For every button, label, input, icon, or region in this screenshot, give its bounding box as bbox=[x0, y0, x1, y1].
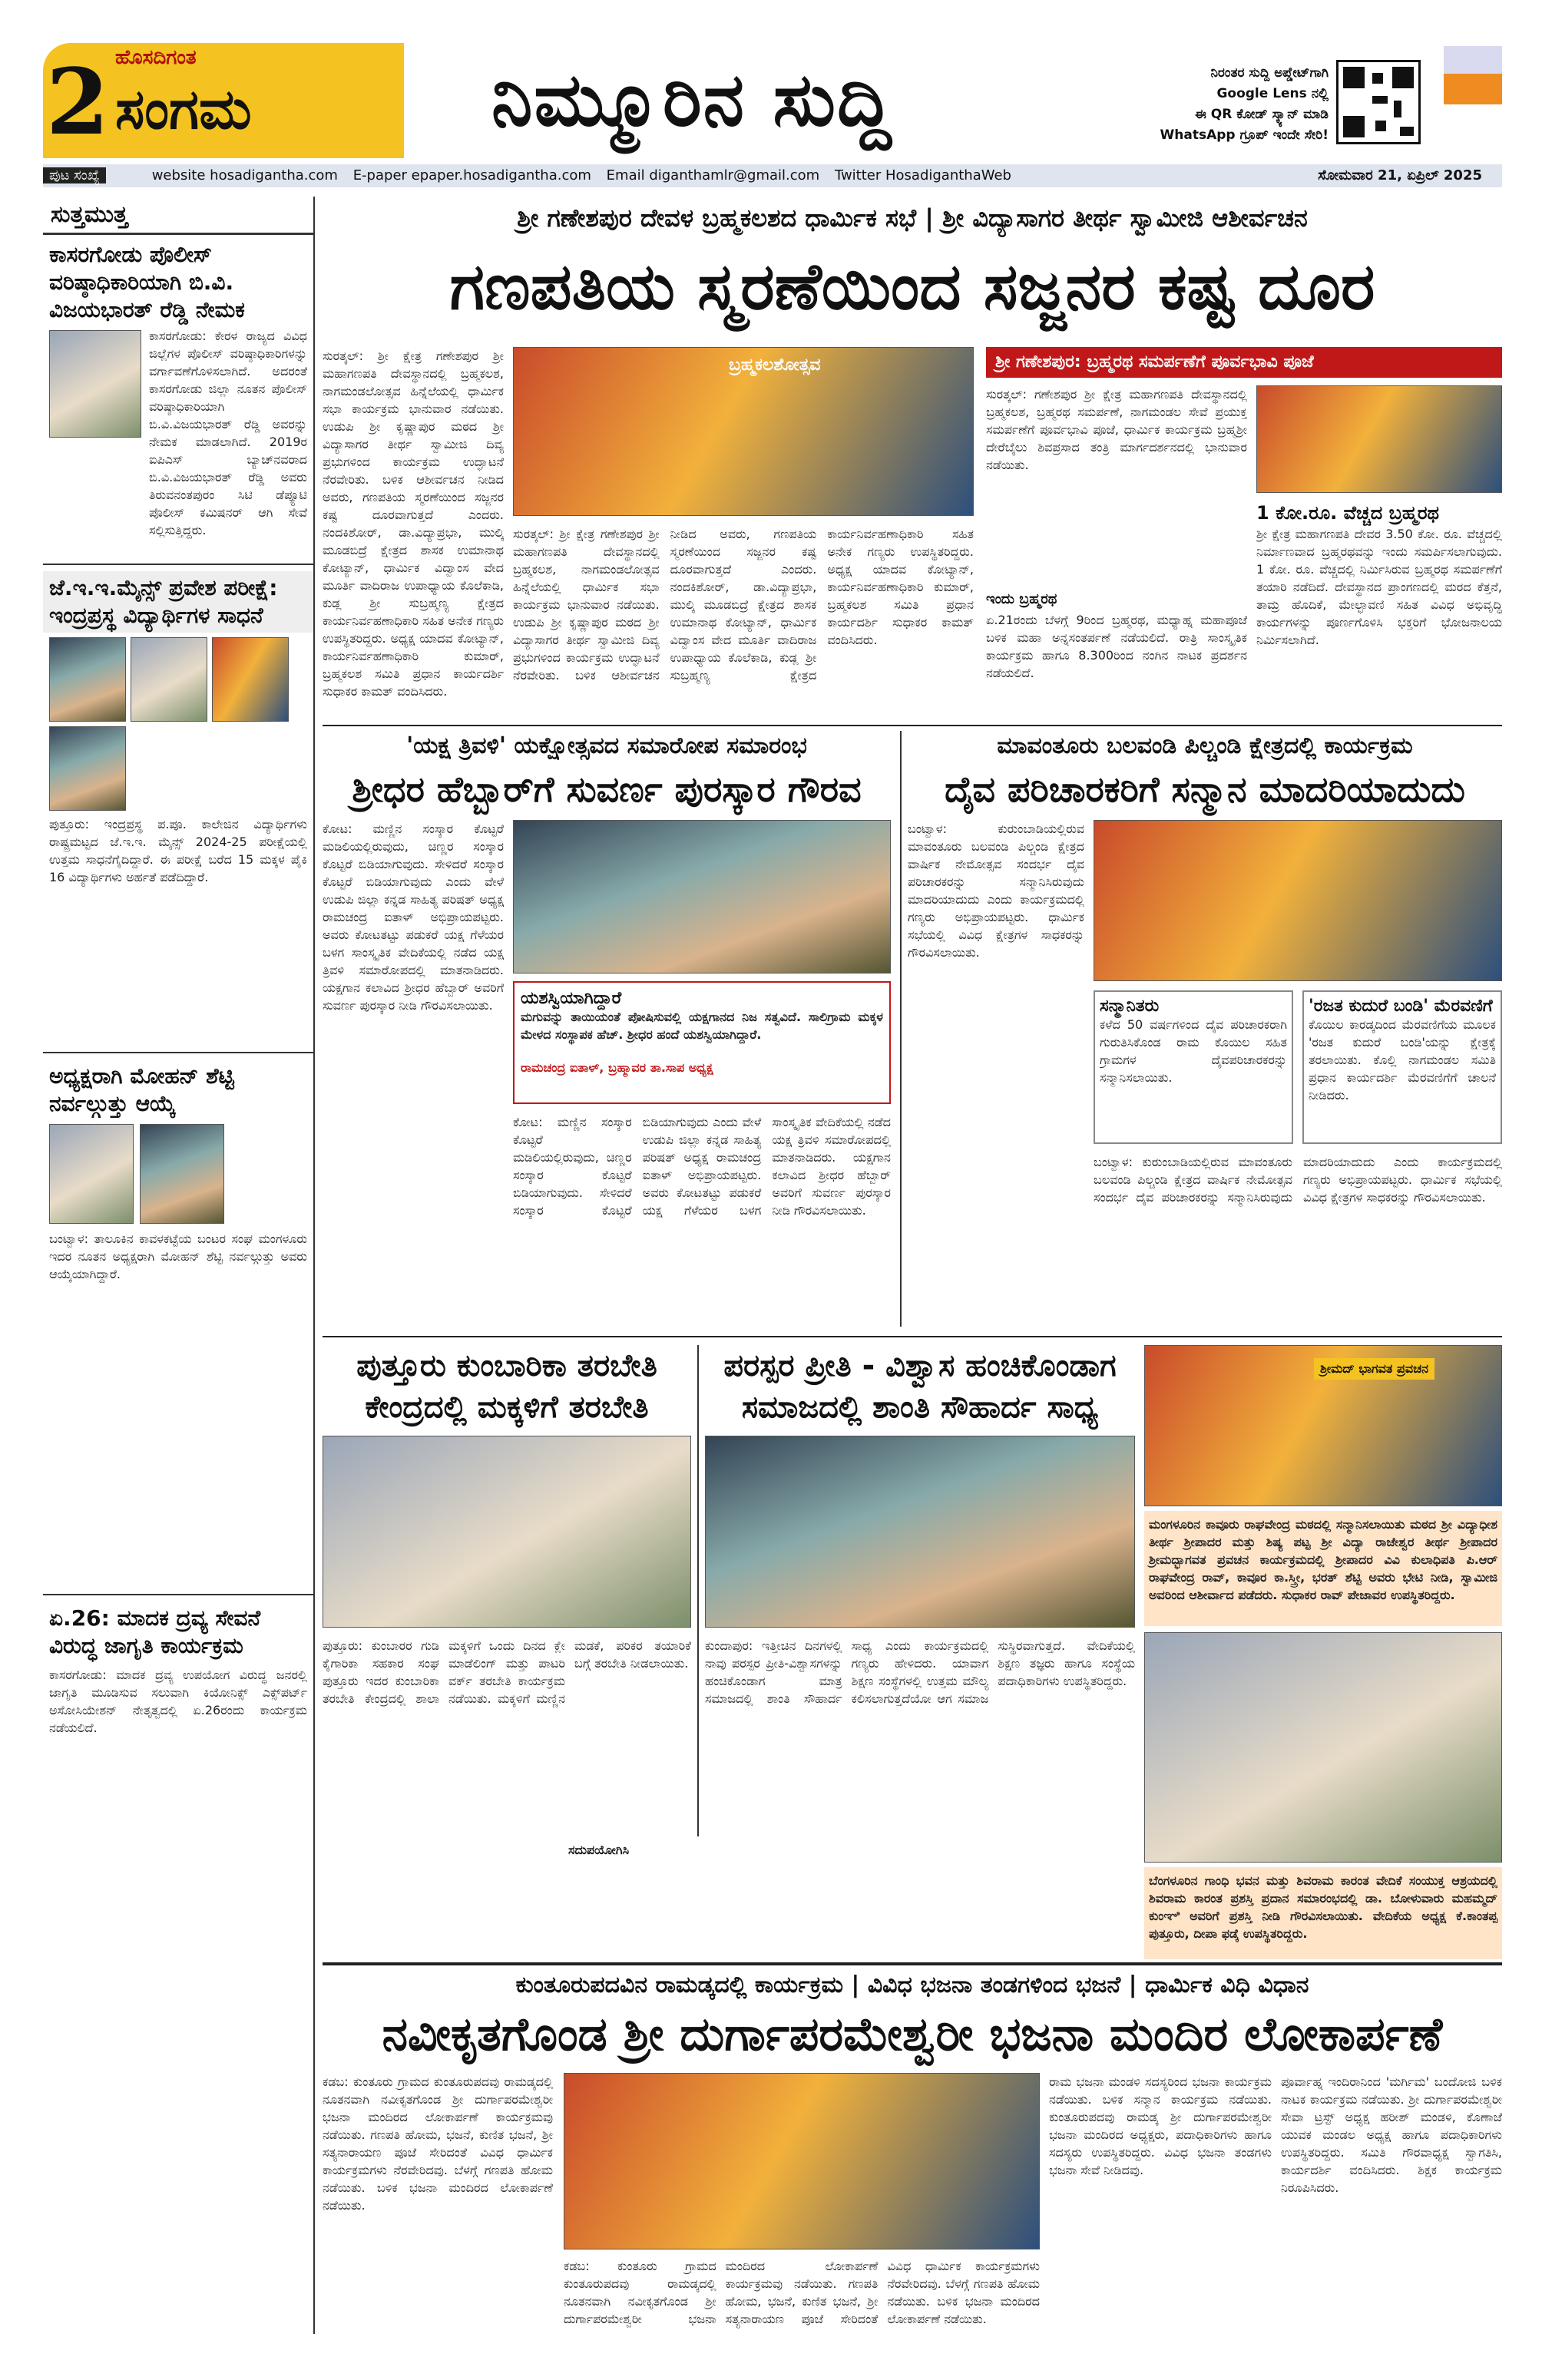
divider bbox=[323, 1962, 1502, 1965]
side-story-photo bbox=[1256, 385, 1502, 493]
side-story-body2: ಏ.21ರಂದು ಬೆಳಗ್ಗೆ 9ರಿಂದ ಬ್ರಹ್ಮರಥ, ಮಧ್ಯಾಹ್ನ ಮಹಾಪೂಜೆ ಬಳಿಕ ಮಹಾ ಅನ್ನಸಂತರ್ಪಣೆ ನಡೆಯಲಿದೆ. ರಾತ್ರಿ ಸಾಂಸ್ಕೃತಿಕ ಕಾರ್ಯಕ್ರಮ ಹಾಗೂ 8.300ರಿಂದ ನಂಗಿನ ನಾಟಕ ಪ್ರದರ್ಶನ ನಡೆಯಲಿದೆ. bbox=[986, 613, 1247, 680]
email-link[interactable]: Email diganthamlr@gmail.com bbox=[606, 167, 820, 183]
student-photo bbox=[212, 637, 289, 722]
bottom-body-mid: ಕಡಬ: ಕುಂತೂರು ಗ್ರಾಮದ ಕುಂತೂರುಪದವು ರಾಮಡ್ಕದಲ್ಲಿ ನೂತನವಾಗಿ ನವೀಕೃತಗೊಂಡ ಶ್ರೀ ದುರ್ಗಾಪರಮೇಶ್ವರೀ ಭಜನಾ ಮಂದಿರದ ಲೋಕಾರ್ಪಣೆ ಕಾರ್ಯಕ್ರಮವು ನಡೆಯಿತು. ಗಣಪತಿ ಹೋಮ, ಭಜನೆ, ಕುಣಿತ ಭಜನೆ, ಶ್ರೀ ಸತ್ಯನಾರಾಯಣ ಪೂಜೆ ಸೇರಿದಂತೆ ವಿವಿಧ ಧಾರ್ಮಿಕ ಕಾರ್ಯಕ್ರಮಗಳು ನೆರವೇರಿದವು. ಬೆಳಗ್ಗೆ ಗಣಪತಿ ಹೋಮ ನಡೆಯಿತು. ಬಳಿಕ ಭಜನಾ ಮಂದಿರದ ಲೋಕಾರ್ಪಣೆ ನಡೆಯಿತು. bbox=[564, 2259, 1040, 2326]
decor-block bbox=[1444, 74, 1502, 104]
story-body: ಕಾಸರಗೋಡು: ಮಾದಕ ದ್ರವ್ಯ ಉಪಯೋಗ ವಿರುದ್ಧ ಜನರಲ್ಲಿ ಜಾಗೃತಿ ಮೂಡಿಸುವ ಸಲುವಾಗಿ ಕಿಯೋನಿಕ್ಸ್ ಎಕ್ಸ್‌ಪರ್ಟ್ ಅಸೋಸಿಯೇಶನ್ ನೇತೃತ್ವದಲ್ಲಿ ಏ.26ರಂದು ಕಾರ್ಯಕ್ರಮ ನಡೆಯಲಿದೆ. bbox=[49, 1668, 307, 1735]
story-body: ಬಂಟ್ವಾಳ: ತಾಲೂಕಿನ ಕಾವಳಕಟ್ಟೆಯ ಬಂಟರ ಸಂಘ ಮಂಗಳೂರು ಇದರ ನೂತನ ಅಧ್ಯಕ್ಷರಾಗಿ ಮೋಹನ್ ಶೆಟ್ಟಿ ನರ್ವಲ್ಗುತ್ತು ಅವರು ಆಯ್ಕೆಯಾಗಿದ್ದಾರೆ. bbox=[49, 1231, 307, 1281]
section-label: ಸುತ್ತಮುತ್ತ bbox=[43, 197, 313, 235]
story-headline: ಕಾಸರಗೋಡು ಪೊಲೀಸ್ ವರಿಷ್ಠಾಧಿಕಾರಿಯಾಗಿ ಬಿ.ವಿ. ವಿಜಯಭಾರತ್ ರೆಡ್ಡಿ ನೇಮಕ bbox=[49, 242, 245, 322]
divider bbox=[323, 1336, 1502, 1337]
qr-text-line: ನಿರಂತರ ಸುದ್ದಿ ಅಪ್ಡೇಟ್‌ಗಾಗಿ bbox=[1210, 65, 1329, 81]
award-photo bbox=[1144, 1632, 1502, 1863]
daiva-kicker: ಮಾವಂತೂರು ಬಲವಂಡಿ ಪಿಲ್ಚಂಡಿ ಕ್ಷೇತ್ರದಲ್ಲಿ ಕಾರ್ಯಕ್ರಮ bbox=[997, 732, 1413, 759]
yaksha-body: ಕೋಟ: ಮಣ್ಣಿನ ಸಂಸ್ಕಾರ ಕೊಟ್ಟರೆ ಮಡಿಲಿಯಲ್ಲಿರುವುದು, ಚಿಣ್ಣರ ಸಂಸ್ಕಾರ ಕೊಟ್ಟರೆ ಬಿಡಿಯಾಗುವುದು. ಸೇಳಿದರೆ ಸಂಸ್ಕಾರ ಕೊಟ್ಟರೆ ಬಿಡಿಯಾಗುವುದು ಎಂದು ವೇಳೆ ಉಡುಪಿ ಜಿಲ್ಲಾ ಕನ್ನಡ ಸಾಹಿತ್ಯ ಪರಿಷತ್ ಅಧ್ಯಕ್ಷ ರಾಮಚಂದ್ರ ಐತಾಳ್ ಅಭಿಪ್ರಾಯಪಟ್ಟರು. ಅವರು ಕೋಟತಟ್ಟು ಪಡುಕರೆ ಯಕ್ಷ ಗೆಳೆಯರ ಬಳಗ ಸಾಂಸ್ಕೃತಿಕ ವೇದಿಕೆಯಲ್ಲಿ ನಡೆದ ಯಕ್ಷ ತ್ರಿವಳಿ ಸಮಾರೋಪದಲ್ಲಿ ಮಾತನಾಡಿದರು. ಯಕ್ಷಗಾನ ಕಲಾವಿದ ಶ್ರೀಧರ ಹೆಬ್ಬಾರ್ ಅವರಿಗೆ ಸುವರ್ಣ ಪುರಸ್ಕಾರ ನೀಡಿ ಗೌರವಿಸಲಾಯಿತು. bbox=[323, 821, 504, 1013]
lead-body-col1: ಸುರತ್ಕಲ್: ಶ್ರೀ ಕ್ಷೇತ್ರ ಗಣೇಶಪುರ ಶ್ರೀ ಮಹಾಗಣಪತಿ ದೇವಸ್ಥಾನದಲ್ಲಿ ಬ್ರಹ್ಮಕಲಶ, ನಾಗಮಂಡಲೋತ್ಸವ ಹಿನ್ನೆಲೆಯಲ್ಲಿ ಧಾರ್ಮಿಕ ಸಭಾ ಕಾರ್ಯಕ್ರಮ ಭಾನುವಾರ ನಡೆಯಿತು. ಉಡುಪಿ ಶ್ರೀ ಕೃಷ್ಣಾಪುರ ಮಠದ ಶ್ರೀ ವಿದ್ಯಾಸಾಗರ ತೀರ್ಥ ಸ್ವಾಮೀಜಿ ದಿವ್ಯ ಪ್ರಭುಗಳಿಂದ ಕಾರ್ಯಕ್ರಮ ಉದ್ಘಾಟನೆ ನೆರವೇರಿತು. ಬಳಿಕ ಆಶೀರ್ವಚನ ನೀಡಿದ ಅವರು, ಗಣಪತಿಯ ಸ್ಮರಣೆಯಿಂದ ಸಜ್ಜನರ ಕಷ್ಟ ದೂರವಾಗುತ್ತದೆ ಎಂದರು. ನಂದಕಿಶೋರ್, ಡಾ.ವಿದ್ಯಾಪ್ರಭಾ, ಮುಲ್ಕಿ ಮೂಡಬಿದ್ರೆ ಕ್ಷೇತ್ರದ ಶಾಸಕ ಉಮಾನಾಥ ಕೋಟ್ಯಾನ್, ಧಾರ್ಮಿಕ ವಿದ್ವಾಂಸ ವೇದ ಮೂರ್ತಿ ವಾದಿರಾಜ ಉಪಾಧ್ಯಾಯ ಕೊಲೆಕಾಡಿ, ಕುಡ್ಲ ಶ್ರೀ ಸುಬ್ರಹ್ಮಣ್ಯ ಕ್ಷೇತ್ರದ ಕಾರ್ಯನಿರ್ವಹಣಾಧಿಕಾರಿ ಸಹಿತ ಅನೇಕ ಗಣ್ಯರು ಉಪಸ್ಥಿತರಿದ್ದರು. ಅಧ್ಯಕ್ಷ ಯಾದವ ಕೋಟ್ಯಾನ್, ಕಾರ್ಯನಿರ್ವಹಣಾಧಿಕಾರಿ ಕುಮಾರ್, ಬ್ರಹ್ಮಕಲಶ ಸಮಿತಿ ಪ್ರಧಾನ ಕಾರ್ಯದರ್ಶಿ ಸುಧಾಕರ ಕಾಮತ್ ವಂದಿಸಿದರು. bbox=[323, 349, 504, 699]
quote-label: ಯಶಸ್ವಿಯಾಗಿದ್ದಾರೆ bbox=[521, 989, 622, 1008]
divider bbox=[323, 725, 1502, 726]
yaksha-body-cols: ಕೋಟ: ಮಣ್ಣಿನ ಸಂಸ್ಕಾರ ಕೊಟ್ಟರೆ ಮಡಿಲಿಯಲ್ಲಿರುವುದು, ಚಿಣ್ಣರ ಸಂಸ್ಕಾರ ಕೊಟ್ಟರೆ ಬಿಡಿಯಾಗುವುದು. ಸೇಳಿದರೆ ಸಂಸ್ಕಾರ ಕೊಟ್ಟರೆ ಬಿಡಿಯಾಗುವುದು ಎಂದು ವೇಳೆ ಉಡುಪಿ ಜಿಲ್ಲಾ ಕನ್ನಡ ಸಾಹಿತ್ಯ ಪರಿಷತ್ ಅಧ್ಯಕ್ಷ ರಾಮಚಂದ್ರ ಐತಾಳ್ ಅಭಿಪ್ರಾಯಪಟ್ಟರು. ಅವರು ಕೋಟತಟ್ಟು ಪಡುಕರೆ ಯಕ್ಷ ಗೆಳೆಯರ ಬಳಗ ಸಾಂಸ್ಕೃತಿಕ ವೇದಿಕೆಯಲ್ಲಿ ನಡೆದ ಯಕ್ಷ ತ್ರಿವಳಿ ಸಮಾರೋಪದಲ್ಲಿ ಮಾತನಾಡಿದರು. ಯಕ್ಷಗಾನ ಕಲಾವಿದ ಶ್ರೀಧರ ಹೆಬ್ಬಾರ್ ಅವರಿಗೆ ಸುವರ್ಣ ಪುರಸ್ಕಾರ ನೀಡಿ ಗೌರವಿಸಲಾಯಿತು. bbox=[513, 1115, 891, 1218]
masthead-info-bar bbox=[43, 164, 1502, 187]
procession-box bbox=[1302, 990, 1502, 1144]
lead-body-cols: ಸುರತ್ಕಲ್: ಶ್ರೀ ಕ್ಷೇತ್ರ ಗಣೇಶಪುರ ಶ್ರೀ ಮಹಾಗಣಪತಿ ದೇವಸ್ಥಾನದಲ್ಲಿ ಬ್ರಹ್ಮಕಲಶ, ನಾಗಮಂಡಲೋತ್ಸವ ಹಿನ್ನೆಲೆಯಲ್ಲಿ ಧಾರ್ಮಿಕ ಸಭಾ ಕಾರ್ಯಕ್ರಮ ಭಾನುವಾರ ನಡೆಯಿತು. ಉಡುಪಿ ಶ್ರೀ ಕೃಷ್ಣಾಪುರ ಮಠದ ಶ್ರೀ ವಿದ್ಯಾಸಾಗರ ತೀರ್ಥ ಸ್ವಾಮೀಜಿ ದಿವ್ಯ ಪ್ರಭುಗಳಿಂದ ಕಾರ್ಯಕ್ರಮ ಉದ್ಘಾಟನೆ ನೆರವೇರಿತು. ಬಳಿಕ ಆಶೀರ್ವಚನ ನೀಡಿದ ಅವರು, ಗಣಪತಿಯ ಸ್ಮರಣೆಯಿಂದ ಸಜ್ಜನರ ಕಷ್ಟ ದೂರವಾಗುತ್ತದೆ ಎಂದರು. ನಂದಕಿಶೋರ್, ಡಾ.ವಿದ್ಯಾಪ್ರಭಾ, ಮುಲ್ಕಿ ಮೂಡಬಿದ್ರೆ ಕ್ಷೇತ್ರದ ಶಾಸಕ ಉಮಾನಾಥ ಕೋಟ್ಯಾನ್, ಧಾರ್ಮಿಕ ವಿದ್ವಾಂಸ ವೇದ ಮೂರ್ತಿ ವಾದಿರಾಜ ಉಪಾಧ್ಯಾಯ ಕೊಲೆಕಾಡಿ, ಕುಡ್ಲ ಶ್ರೀ ಸುಬ್ರಹ್ಮಣ್ಯ ಕ್ಷೇತ್ರದ ಕಾರ್ಯನಿರ್ವಹಣಾಧಿಕಾರಿ ಸಹಿತ ಅನೇಕ ಗಣ್ಯರು ಉಪಸ್ಥಿತರಿದ್ದರು. ಅಧ್ಯಕ್ಷ ಯಾದವ ಕೋಟ್ಯಾನ್, ಕಾರ್ಯನಿರ್ವಹಣಾಧಿಕಾರಿ ಕುಮಾರ್, ಬ್ರಹ್ಮಕಲಶ ಸಮಿತಿ ಪ್ರಧಾನ ಕಾರ್ಯದರ್ಶಿ ಸುಧಾಕರ ಕಾಮತ್ ವಂದಿಸಿದರು. bbox=[513, 527, 974, 683]
brand-logo: ಸಂಗಮ bbox=[115, 77, 252, 141]
yaksha-kicker: 'ಯಕ್ಷ ತ್ರಿವಳಿ' ಯಕ್ಷೋತ್ಸವದ ಸಮಾರೋಪ ಸಮಾರಂಭ bbox=[406, 732, 807, 759]
quote-text: ಮಗುವನ್ನು ತಾಯಿಯಂತೆ ಪೋಷಿಸುವಲ್ಲಿ ಯಕ್ಷಗಾನದ ನಿಜ ಸತ್ವವಿದೆ. ಸಾಲಿಗ್ರಾಮ ಮಕ್ಕಳ ಮೇಳದ ಸಂಸ್ಥಾಪಕ ಹೆಚ್. ಶ್ರೀಧರ ಹಂದೆ ಯಶಸ್ವಿಯಾಗಿದ್ದಾರೆ. bbox=[521, 1010, 883, 1042]
photo-banner-text: ಬ್ರಹ್ಮಕಲಶೋತ್ಸವ bbox=[729, 355, 821, 375]
bottom-body-3: ಪೂರ್ವಾಹ್ನ ಇಂದಿರಾನಿಂದ 'ಮರ್ಗಿಮ' ಬಂದೋಜಿ ಬಳಿಕ ನಾಟಕ ಕಾರ್ಯಕ್ರಮ ನಡೆಯಿತು. ಶ್ರೀ ದುರ್ಗಾಪರಮೇಶ್ವರೀ ಸೇವಾ ಟ್ರಸ್ಟ್ ಅಧ್ಯಕ್ಷ ಹರೀಶ್ ಮಂಡಳಿ, ಕೊಣಾಜೆ ಯುವಕ ಮಂಡಲ ಅಧ್ಯಕ್ಷ ಹಾಗೂ ಪದಾಧಿಕಾರಿಗಳು ಉಪಸ್ಥಿತರಿದ್ದರು. ಸಮಿತಿ ಗೌರವಾಧ್ಯಕ್ಷ ಸ್ವಾಗತಿಸಿ, ಕಾರ್ಯದರ್ಶಿ ವಂದಿಸಿದರು. ಶಿಕ್ಷಕ ಕಾರ್ಯಕ್ರಮ ನಿರೂಪಿಸಿದರು. bbox=[1281, 2074, 1502, 2195]
santhi-body: ಕುಂದಾಪುರ: ಇತ್ತೀಚಿನ ದಿನಗಳಲ್ಲಿ ನಾವು ಪರಸ್ಪರ ಪ್ರೀತಿ-ವಿಶ್ವಾಸಗಳನ್ನು ಹಂಚಿಕೊಂಡಾಗ ಮಾತ್ರ ಸಮಾಜದಲ್ಲಿ ಶಾಂತಿ ಸೌಹಾರ್ದ ಸಾಧ್ಯ ಎಂದು ಕಾರ್ಯಕ್ರಮದಲ್ಲಿ ಗಣ್ಯರು ಹೇಳಿದರು. ಯಾವಾಗ ಶಿಕ್ಷಣ ಸಂಸ್ಥೆಗಳಲ್ಲಿ ಉತ್ತಮ ಮೌಲ್ಯ ಕಲಿಸಲಾಗುತ್ತದೆಯೋ ಆಗ ಸಮಾಜ ಸುಸ್ಥಿರವಾಗುತ್ತದೆ. ವೇದಿಕೆಯಲ್ಲಿ ಶಿಕ್ಷಣ ತಜ್ಞರು ಹಾಗೂ ಸಂಸ್ಥೆಯ ಪದಾಧಿಕಾರಿಗಳು ಉಪಸ್ಥಿತರಿದ್ದರು. bbox=[705, 1638, 1135, 1706]
brand-top-logo: ಹೊಸದಿಗಂತ bbox=[115, 46, 197, 69]
bhajana-photo bbox=[564, 2073, 1040, 2249]
kumbara-headline: ಪುತ್ತೂರು ಕುಂಬಾರಿಕಾ ತರಬೇತಿ ಕೇಂದ್ರದಲ್ಲಿ ಮಕ್ಕಳಿಗೆ ತರಬೇತಿ bbox=[356, 1348, 657, 1425]
side-story-body: ಸುರತ್ಕಲ್: ಗಣೇಶಪುರ ಶ್ರೀ ಕ್ಷೇತ್ರ ಮಹಾಗಣಪತಿ ದೇವಸ್ಥಾನದಲ್ಲಿ ಬ್ರಹ್ಮಕಲಶ, ಬ್ರಹ್ಮರಥ ಸಮರ್ಪಣೆ, ನಾಗಮಂಡಲ ಸೇವೆ ಪ್ರಯುಕ್ತ ಸಮರ್ಪಣೆಗೆ ಪೂರ್ವಭಾವಿ ಪೂಜೆ, ಧಾರ್ಮಿಕ ಕಾರ್ಯಕ್ರಮ ಬ್ರಹ್ಮಶ್ರೀ ದೇರೆಬೈಲು ಶಿವಪ್ರಸಾದ ತಂತ್ರಿ ಮಾರ್ಗದರ್ಶನದಲ್ಲಿ ಭಾನುವಾರ ನಡೆಯಿತು. bbox=[986, 387, 1247, 472]
student-photo bbox=[131, 637, 207, 722]
issue-date: ಸೋಮವಾರ 21, ಏಪ್ರಿಲ್ 2025 bbox=[1318, 167, 1482, 183]
story-headline: ಜೆ.ಇ.ಇ.ಮೈನ್ಸ್ ಪ್ರವೇಶ ಪರೀಕ್ಷೆ: ಇಂದ್ರಪ್ರಸ್ಥ ವಿದ್ಯಾರ್ಥಿಗಳ ಸಾಧನೆ bbox=[43, 571, 313, 633]
student-photo bbox=[49, 637, 126, 722]
page-label: ಪುಟ ಸಂಖ್ಯೆ bbox=[43, 167, 106, 183]
kumbara-body: ಪುತ್ತೂರು: ಕುಂಬಾರರ ಗುಡಿ ಕೈಗಾರಿಕಾ ಸಹಕಾರ ಸಂಘ ಪುತ್ತೂರು ಇದರ ಕುಂಬಾರಿಕಾ ತರಬೇತಿ ಕೇಂದ್ರದಲ್ಲಿ ಶಾಲಾ ಮಕ್ಕಳಿಗೆ ಒಂದು ದಿನದ ಕ್ಲೇ ಮಾಡೆಲಿಂಗ್ ಮತ್ತು ಪಾಟರಿ ವರ್ಕ್ ತರಬೇತಿ ಕಾರ್ಯಕ್ರಮ ನಡೆಯಿತು. ಮಕ್ಕಳಿಗೆ ಮಣ್ಣಿನ ಮಡಕೆ, ಪರಿಕರ ತಯಾರಿಕೆ ಬಗ್ಗೆ ತರಬೇತಿ ನೀಡಲಾಯಿತು. bbox=[323, 1638, 691, 1706]
bottom-headline: ನವೀಕೃತಗೊಂಡ ಶ್ರೀ ದುರ್ಗಾಪರಮೇಶ್ವರೀ ಭಜನಾ ಮಂದಿರ ಲೋಕಾರ್ಪಣೆ bbox=[382, 2008, 1443, 2061]
divider bbox=[900, 731, 902, 1327]
quote-box bbox=[513, 981, 891, 1104]
qr-text-line: WhatsApp ಗ್ರೂಪ್ ಇಂದೇ ಸೇರಿ! bbox=[1160, 127, 1329, 143]
daiva-body: ಬಂಟ್ವಾಳ: ಕುರುಂಬಾಡಿಯಲ್ಲಿರುವ ಮಾವಂತೂರು ಬಲವಂಡಿ ಪಿಲ್ಚಂಡಿ ಕ್ಷೇತ್ರದ ವಾರ್ಷಿಕ ನೇಮೋತ್ಸವ ಸಂದರ್ಭ ದೈವ ಪರಿಚಾರಕರನ್ನು ಸನ್ಮಾನಿಸಿರುವುದು ಮಾದರಿಯಾದುದು ಎಂದು ಕಾರ್ಯಕ್ರಮದಲ್ಲಿ ಗಣ್ಯರು ಅಭಿಪ್ರಾಯಪಟ್ಟರು. ಧಾರ್ಮಿಕ ಸಭೆಯಲ್ಲಿ ವಿವಿಧ ಕ್ಷೇತ್ರಗಳ ಸಾಧಕರನ್ನು ಗೌರವಿಸಲಾಯಿತು. bbox=[908, 821, 1084, 960]
left-column bbox=[43, 197, 315, 2334]
page-number: 2 bbox=[46, 48, 110, 155]
honourees-box bbox=[1094, 990, 1293, 1144]
website-link[interactable]: website hosadigantha.com bbox=[151, 167, 338, 183]
side-story-box bbox=[1256, 501, 1502, 716]
box-body: ಕೊಯಿಲ ಕಾರಡ್ಕದಿಂದ ಮೆರವಣಿಗೆಯ ಮೂಲಕ 'ರಜತ ಕುದುರೆ ಬಂಡಿ'ಯನ್ನು ಕ್ಷೇತ್ರಕ್ಕೆ ತರಲಾಯಿತು. ಕೊಲ್ಲಿ ನಾಗಮಂಡಲ ಸಮಿತಿ ಪ್ರಧಾನ ಕಾರ್ಯದರ್ಶಿ ಮೆರವಣಿಗೆಗೆ ಚಾಲನೆ ನೀಡಿದರು. bbox=[1309, 1017, 1496, 1102]
quote-by: ರಾಮಚಂದ್ರ ಐತಾಳ್, ಬ್ರಹ್ಮಾವರ ತಾ.ಸಾಪ ಅಧ್ಯಕ್ಷ bbox=[521, 1060, 713, 1075]
qr-text-line: ಈ QR ಕೋಡ್ ಸ್ಕ್ಯಾನ್ ಮಾಡಿ bbox=[1195, 107, 1329, 122]
story-body: ಕಾಸರಗೋಡು: ಕೇರಳ ರಾಜ್ಯದ ವಿವಿಧ ಜಿಲ್ಲೆಗಳ ಪೊಲೀಸ್ ವರಿಷ್ಠಾಧಿಕಾರಿಗಳನ್ನು ವರ್ಗಾವಣೆಗೊಳಿಸಲಾಗಿದೆ. ಅದರಂತೆ ಕಾಸರಗೋಡು ಜಿಲ್ಲಾ ನೂತನ ಪೊಲೀಸ್ ವರಿಷ್ಠಾಧಿಕಾರಿಯಾಗಿ ಬಿ.ವಿ.ವಿಜಯಭಾರತ್ ರೆಡ್ಡಿ ಅವರನ್ನು ನೇಮಕ ಮಾಡಲಾಗಿದೆ. 2019ರ ಐಪಿಎಸ್ ಬ್ಯಾಚ್‌ನವರಾದ ಬಿ.ವಿ.ವಿಜಯಭಾರತ್ ರೆಡ್ಡಿ ಅವರು ತಿರುವನಂತಪುರಂ ಸಿಟಿ ಡೆಪ್ಯೂಟಿ ಪೊಲೀಸ್ ಕಮಿಷನರ್ ಆಗಿ ಸೇವೆ ಸಲ್ಲಿಸುತ್ತಿದ್ದರು. bbox=[149, 329, 307, 537]
story-headline: ಅಧ್ಯಕ್ಷರಾಗಿ ಮೋಹನ್ ಶೆಟ್ಟಿ ನರ್ವಲ್ಗುತ್ತು ಆಯ್ಕೆ bbox=[49, 1063, 234, 1116]
lead-photo bbox=[513, 347, 974, 516]
kumbara-photo bbox=[323, 1436, 691, 1628]
qr-instructions bbox=[1090, 63, 1329, 146]
daiva-headline: ದೈವ ಪರಿಚಾರಕರಿಗೆ ಸನ್ಮಾನ ಮಾದರಿಯಾದುದು bbox=[945, 769, 1465, 810]
qr-text-line: Google Lens ನಲ್ಲಿ bbox=[1216, 86, 1329, 101]
story-body: ಪುತ್ತೂರು: ಇಂದ್ರಪ್ರಸ್ಥ ಪ.ಪೂ. ಕಾಲೇಜಿನ ವಿದ್ಯಾರ್ಥಿಗಳು ರಾಷ್ಟ್ರಮಟ್ಟದ ಜೆ.ಇ.ಇ. ಮೈನ್ಸ್ 2024-25 ಪರೀಕ್ಷೆಯಲ್ಲಿ ಉತ್ತಮ ಸಾಧನೆಗೈದಿದ್ದಾರೆ. ಈ ಪರೀಕ್ಷೆ ಬರೆದ 15 ಮಕ್ಕಳ ಪೈಕಿ 16 ವಿದ್ಯಾರ್ಥಿಗಳು ಅರ್ಹತೆ ಪಡೆದಿದ್ದಾರೆ. bbox=[49, 817, 307, 884]
box-headline: 1 ಕೋ.ರೂ. ವೆಚ್ಚದ ಬ್ರಹ್ಮರಥ bbox=[1256, 502, 1440, 524]
lead-headline: ಗಣಪತಿಯ ಸ್ಮರಣೆಯಿಂದ ಸಜ್ಜನರ ಕಷ್ಟ ದೂರ bbox=[449, 249, 1375, 324]
santhi-photo bbox=[705, 1436, 1135, 1628]
side-story-label: ಶ್ರೀ ಗಣೇಶಪುರ: ಬ್ರಹ್ಮರಥ ಸಮರ್ಪಣೆಗೆ ಪೂರ್ವಭಾವಿ ಪೂಜೆ bbox=[986, 347, 1502, 378]
qr-code-icon[interactable] bbox=[1336, 60, 1421, 144]
photo-banner-text: ಶ್ರೀಮದ್ ಭಾಗವತ ಪ್ರವಚನ bbox=[1314, 1358, 1434, 1380]
santhi-headline: ಪರಸ್ಪರ ಪ್ರೀತಿ - ವಿಶ್ವಾಸ ಹಂಚಿಕೊಂಡಾಗ ಸಮಾಜದಲ್ಲಿ ಶಾಂತಿ ಸೌಹಾರ್ದ ಸಾಧ್ಯ bbox=[723, 1348, 1117, 1425]
box-body: ಕಳೆದ 50 ವರ್ಷಗಳಿಂದ ದೈವ ಪರಿಚಾರಕರಾಗಿ ಗುರುತಿಸಿಕೊಂಡ ರಾಮ ಕೊಯಿಲ ಸಹಿತ ಗ್ರಾಮಗಳ ದೈವಪರಿಚಾರಕರನ್ನು ಸನ್ಮಾನಿಸಲಾಯಿತು. bbox=[1100, 1017, 1287, 1085]
daiva-body-cols: ಬಂಟ್ವಾಳ: ಕುರುಂಬಾಡಿಯಲ್ಲಿರುವ ಮಾವಂತೂರು ಬಲವಂಡಿ ಪಿಲ್ಚಂಡಿ ಕ್ಷೇತ್ರದ ವಾರ್ಷಿಕ ನೇಮೋತ್ಸವ ಸಂದರ್ಭ ದೈವ ಪರಿಚಾರಕರನ್ನು ಸನ್ಮಾನಿಸಿರುವುದು ಮಾದರಿಯಾದುದು ಎಂದು ಕಾರ್ಯಕ್ರಮದಲ್ಲಿ ಗಣ್ಯರು ಅಭಿಪ್ರಾಯಪಟ್ಟರು. ಧಾರ್ಮಿಕ ಸಭೆಯಲ್ಲಿ ವಿವಿಧ ಕ್ಷೇತ್ರಗಳ ಸಾಧಕರನ್ನು ಗೌರವಿಸಲಾಯಿತು. bbox=[1094, 1155, 1502, 1205]
pravachana-caption: ಮಂಗಳೂರಿನ ಕಾವೂರು ರಾಘವೇಂದ್ರ ಮಠದಲ್ಲಿ ಸನ್ಮಾನಿಸಲಾಯಿತು ಮಠದ ಶ್ರೀ ವಿದ್ಯಾಧೀಶ ತೀರ್ಥ ಶ್ರೀಪಾದರ ಮತ್ತು ಶಿಷ್ಯ ಪಟ್ಟ ಶ್ರೀ ವಿದ್ಯಾ ರಾಜೇಶ್ವರ ತೀರ್ಥ ಶ್ರೀಪಾದರ ಶ್ರೀಮದ್ಭಾಗವತ ಪ್ರವಚನ ಕಾರ್ಯಕ್ರಮದಲ್ಲಿ ಶ್ರೀಪಾದರ ವಿವಿ ಕುಲಾಧಿಪತಿ ಪಿ.ಆರ್ ರಾಘವೇಂದ್ರ ರಾವ್, ಕಾವೂರ ಕಾ.ಸ್ತ್ರೀ, ಭರತ್ ಶೆಟ್ಟಿ ಅವರು ಭೇಟಿ ನೀಡಿ, ಸ್ವಾಮೀಜಿ ಅವರಿಂದ ಆಶೀರ್ವಾದ ಪಡೆದರು. ಸುಧಾಕರ ರಾವ್ ಪೇಜಾವರ ಉಪಸ್ಥಿತರಿದ್ದರು. bbox=[1144, 1511, 1502, 1626]
student-photo bbox=[49, 726, 126, 811]
kumbara-subhead: ಸದುಪಯೋಗಿಸಿ bbox=[568, 1843, 630, 1857]
divider bbox=[697, 1345, 699, 1836]
box-body: ಶ್ರೀ ಕ್ಷೇತ್ರ ಮಹಾಗಣಪತಿ ದೇವರ 3.50 ಕೋ. ರೂ. ವೆಚ್ಚದಲ್ಲಿ ನಿರ್ಮಾಣವಾದ ಬ್ರಹ್ಮರಥವನ್ನು ಇಂದು ಸಮರ್ಪಿಸಲಾಗುವುದು. 1 ಕೋ. ರೂ. ವೆಚ್ಚದಲ್ಲಿ ನಿರ್ಮಿಸಿರುವ ಬ್ರಹ್ಮರಥ ಸಮರ್ಪಣೆಗೆ ತಯಾರಿ ನಡೆದಿದೆ. ದೇವಸ್ಥಾನದ ಪ್ರಾಂಗಣದಲ್ಲಿ ಮರದ ಕೆತ್ತನೆ, ತಾಮ್ರ ಹೊದಿಕೆ, ಮೇಲ್ಛಾವಣಿ ಸಹಿತ ವಿವಿಧ ಅಭಿವೃದ್ಧಿ ಕಾರ್ಯಗಳನ್ನು ಪೂರ್ಣಗೊಳಿಸಿ ಭಕ್ತರಿಗೆ ಭೋಜನಾಲಯ ನಿರ್ಮಿಸಲಾಗಿದೆ. bbox=[1256, 527, 1502, 647]
pravachana-photo bbox=[1144, 1345, 1502, 1506]
side-story-subhead: ಇಂದು ಬ್ರಹ್ಮರಥ bbox=[986, 591, 1057, 607]
twitter-link[interactable]: Twitter HosadiganthaWeb bbox=[834, 167, 1011, 183]
bottom-body-1: ಕಡಬ: ಕುಂತೂರು ಗ್ರಾಮದ ಕುಂತೂರುಪದವು ರಾಮಡ್ಕದಲ್ಲಿ ನೂತನವಾಗಿ ನವೀಕೃತಗೊಂಡ ಶ್ರೀ ದುರ್ಗಾಪರಮೇಶ್ವರೀ ಭಜನಾ ಮಂದಿರದ ಲೋಕಾರ್ಪಣೆ ಕಾರ್ಯಕ್ರಮವು ನಡೆಯಿತು. ಗಣಪತಿ ಹೋಮ, ಭಜನೆ, ಕುಣಿತ ಭಜನೆ, ಶ್ರೀ ಸತ್ಯನಾರಾಯಣ ಪೂಜೆ ಸೇರಿದಂತೆ ವಿವಿಧ ಧಾರ್ಮಿಕ ಕಾರ್ಯಕ್ರಮಗಳು ನೆರವೇರಿದವು. ಬೆಳಗ್ಗೆ ಗಣಪತಿ ಹೋಮ ನಡೆಯಿತು. ಬಳಿಕ ಭಜನಾ ಮಂದಿರದ ಲೋಕಾರ್ಪಣೆ ನಡೆಯಿತು. bbox=[323, 2074, 553, 2213]
page-title: ನಿಮ್ಮೂರಿನ ಸುದ್ದಿ bbox=[491, 57, 893, 143]
award-caption: ಬೆಂಗಳೂರಿನ ಗಾಂಧಿ ಭವನ ಮತ್ತು ಶಿವರಾಮ ಕಾರಂತ ವೇದಿಕೆ ಸಂಯುಕ್ತ ಆಶ್ರಯದಲ್ಲಿ ಶಿವರಾಮ ಕಾರಂತ ಪ್ರಶಸ್ತಿ ಪ್ರದಾನ ಸಮಾರಂಭದಲ್ಲಿ ಡಾ. ಬೋಳುವಾರು ಮಹಮ್ಮದ್ ಕುಂಞಿ ಅವರಿಗೆ ಪ್ರಶಸ್ತಿ ನೀಡಿ ಗೌರವಿಸಲಾಯಿತು. ವೇದಿಕೆಯ ಅಧ್ಯಕ್ಷ ಕೆ.ಕಾಂತಪ್ಪ ಪುತ್ತೂರು, ದೀಪಾ ಫಡ್ಕೆ ಉಪಸ್ಥಿತರಿದ್ದರು. bbox=[1144, 1867, 1502, 1959]
person-photo bbox=[49, 1124, 134, 1224]
decor-block bbox=[1444, 46, 1502, 77]
daiva-photo bbox=[1094, 820, 1502, 981]
bottom-kicker: ಕುಂತೂರುಪದವಿನ ರಾಮಡ್ಕದಲ್ಲಿ ಕಾರ್ಯಕ್ರಮ | ವಿವಿಧ ಭಜನಾ ತಂಡಗಳಿಂದ ಭಜನೆ | ಧಾರ್ಮಿಕ ವಿಧಿ ವಿಧಾನ bbox=[515, 1972, 1309, 1998]
officer-photo bbox=[49, 330, 141, 438]
lead-kicker: ಶ್ರೀ ಗಣೇಶಪುರ ದೇವಳ ಬ್ರಹ್ಮಕಲಶದ ಧಾರ್ಮಿಕ ಸಭೆ | ಶ್ರೀ ವಿದ್ಯಾಸಾಗರ ತೀರ್ಥ ಸ್ವಾಮೀಜಿ ಆಶೀರ್ವಚನ bbox=[517, 203, 1308, 233]
person-photo bbox=[140, 1124, 224, 1224]
box-headline: 'ರಜತ ಕುದುರೆ ಬಂಡಿ' ಮೆರವಣಿಗೆ bbox=[1309, 997, 1493, 1016]
story-headline: ಏ.26: ಮಾದಕ ದ್ರವ್ಯ ಸೇವನೆ ವಿರುದ್ಧ ಜಾಗೃತಿ ಕಾರ್ಯಕ್ರಮ bbox=[49, 1605, 261, 1658]
epaper-link[interactable]: E-paper epaper.hosadigantha.com bbox=[352, 167, 591, 183]
yaksha-headline: ಶ್ರೀಧರ ಹೆಬ್ಬಾರ್‌ಗೆ ಸುವರ್ಣ ಪುರಸ್ಕಾರ ಗೌರವ bbox=[352, 769, 862, 810]
yaksha-photo bbox=[513, 820, 891, 973]
bottom-body-2: ರಾಮ ಭಜನಾ ಮಂಡಳಿ ಸದಸ್ಯರಿಂದ ಭಜನಾ ಕಾರ್ಯಕ್ರಮ ನಡೆಯಿತು. ಬಳಿಕ ಸನ್ಮಾನ ಕಾರ್ಯಕ್ರಮ ನಡೆಯಿತು. ಕುಂತೂರುಪದವು ರಾಮಡ್ಕ ಶ್ರೀ ದುರ್ಗಾಪರಮೇಶ್ವರೀ ಭಜನಾ ಮಂದಿರದ ಅಧ್ಯಕ್ಷರು, ಪದಾಧಿಕಾರಿಗಳು ಹಾಗೂ ಸದಸ್ಯರು ಉಪಸ್ಥಿತರಿದ್ದರು. ವಿವಿಧ ಭಜನಾ ತಂಡಗಳು ಭಜನಾ ಸೇವೆ ನೀಡಿದವು. bbox=[1049, 2074, 1272, 2177]
box-headline: ಸನ್ಮಾನಿತರು bbox=[1100, 997, 1160, 1016]
